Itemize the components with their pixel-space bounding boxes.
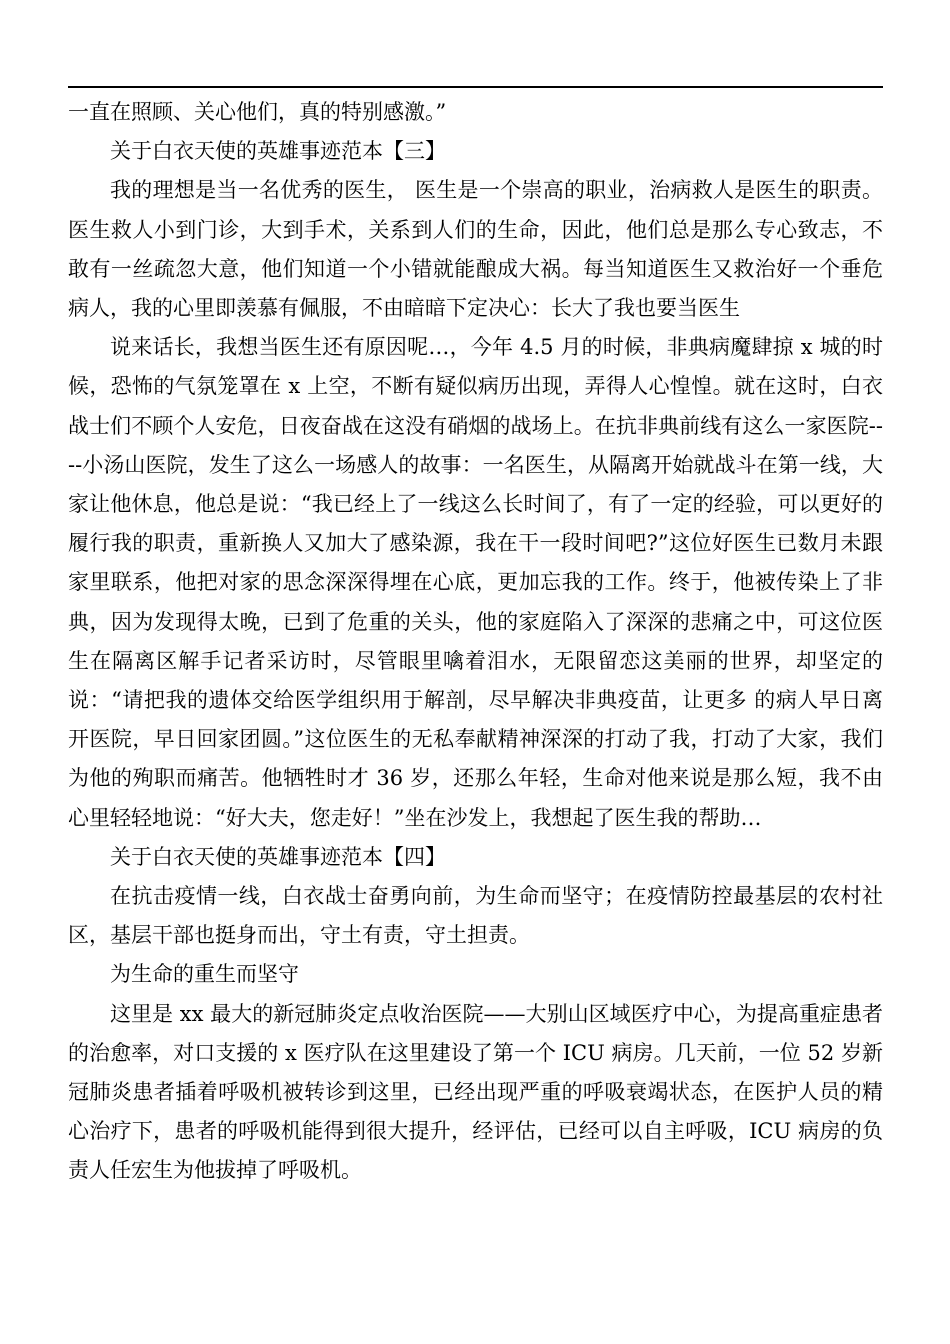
section-heading-three: 关于白衣天使的英雄事迹范本【三】 [110, 139, 446, 164]
subheading: 为生命的重生而坚守 [110, 962, 299, 987]
document-body [68, 93, 883, 1191]
body-paragraph: 说来话长，我想当医生还有原因呢…，今年 4.5 月的时候，非典病魔肆掠 x 城的时候，恐怖的气氛笼罩在 x 上空，不断有疑似病历出现，弄得人心惶惶。就在这时，白衣战士们不顾个人安危，日夜奋战在这没有硝烟的战场上。在抗非典前线有这么一家医院----小汤山医院，发生了这么一场感人的故事：一名医生，从隔离开始就战斗在第一线，大家让他休息，他总是说：“我已经上了一线这么长时间了，有了一定的经验，可以更好的履行我的职责，重新换人又加大了感染源，我在干一段时间吧?”这位好医生已数月未跟家里联系，他把对家的思念深深得埋在心底，更加忘我的工作。终于，他被传染上了非典，因为发现得太晚，已到了危重的关头，他的家庭陷入了深深的悲痛之中，可这位医生在隔离区解手记者采访时，尽管眼里噙着泪水，无限留恋这美丽的世界，却坚定的说：“请把我的遗体交给医学组织用于解剖，尽早解决非典疫苗，让更多 的病人早日离开医院，早日回家团圆。”这位医生的无私奉献精神深深的打动了我，打动了大家，我们为他的殉职而痛苦。他牺牲时才 36 岁，还那么年轻，生命对他来说是那么短，我不由心里轻轻地说：“好大夫，您走好！”坐在沙发上，我想起了医生我的帮助… [68, 335, 883, 830]
header-rule [68, 86, 883, 88]
body-paragraph: 我的理想是当一名优秀的医生， 医生是一个崇高的职业，治病救人是医生的职责。医生救人小到门诊，大到手术，关系到人们的生命，因此，他们总是那么专心致志，不敢有一丝疏忽大意，他们知道一个小错就能酿成大祸。每当知道医生又救治好一个垂危病人，我的心里即羡慕有佩服，不由暗暗下定决心：长大了我也要当医生 [68, 178, 883, 321]
body-paragraph: 在抗击疫情一线，白衣战士奋勇向前，为生命而坚守；在疫情防控最基层的农村社区，基层干部也挺身而出，守土有责，守土担责。 [68, 884, 883, 948]
body-paragraph: 这里是 xx 最大的新冠肺炎定点收治医院——大别山区域医疗中心，为提高重症患者的治愈率，对口支援的 x 医疗队在这里建设了第一个 ICU 病房。几天前，一位 52 岁新冠肺炎患者插着呼吸机被转诊到这里，已经出现严重的呼吸衰竭状态，在医护人员的精心治疗下，患者的呼吸机能得到很大提升，经评估，已经可以自主呼吸，ICU 病房的负责人任宏生为他拔掉了呼吸机。 [68, 1001, 883, 1183]
section-heading-four: 关于白衣天使的英雄事迹范本【四】 [110, 844, 446, 869]
paragraph-continuation: 一直在照顾、关心他们，真的特别感激。” [68, 100, 447, 124]
